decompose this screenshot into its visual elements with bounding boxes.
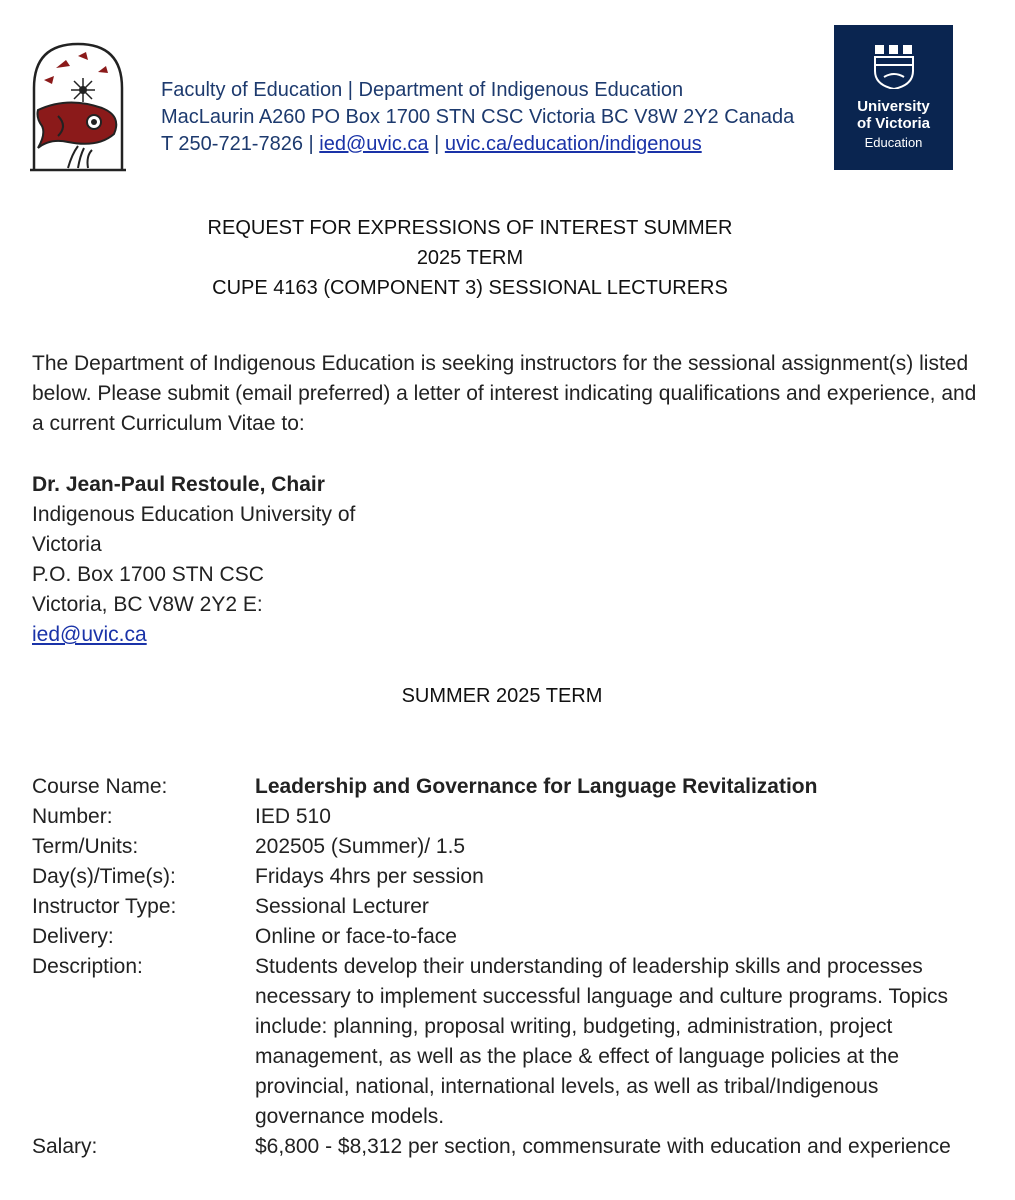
faculty-department-line: Faculty of Education | Department of Indigenous Education xyxy=(161,79,684,101)
separator: | xyxy=(302,133,320,155)
term-units-value: 202505 (Summer)/ 1.5 xyxy=(255,835,466,858)
title-line3: CUPE 4163 (COMPONENT 3) SESSIONAL LECTURERS xyxy=(212,277,728,299)
course-name-row xyxy=(32,772,992,802)
uvic-sub: Education xyxy=(864,135,923,150)
address-line1: Indigenous Education University of xyxy=(32,503,356,526)
delivery-row xyxy=(32,922,992,952)
header-email-link[interactable]: ied@uvic.ca xyxy=(319,133,429,155)
day-time-row xyxy=(32,862,992,892)
salary-row xyxy=(32,1132,992,1162)
uvic-crest-icon xyxy=(872,43,916,89)
address-line4: Victoria, BC V8W 2Y2 E: xyxy=(32,593,263,616)
salary-value: $6,800 - $8,312 per section, commensurate with education and experience xyxy=(255,1135,951,1158)
instructor-type-value: Sessional Lecturer xyxy=(255,895,429,918)
intro-paragraph: The Department of Indigenous Education is seeking instructors for the sessional assignment(s) listed below. Please submit (email preferred) a letter of interest indicating qualifications and experience, and a current Curriculum Vitae to: xyxy=(32,352,977,435)
description-row xyxy=(32,952,992,1132)
instructor-type-row xyxy=(32,892,992,922)
term-heading: SUMMER 2025 TERM xyxy=(401,685,603,707)
description-label: Description: xyxy=(32,955,143,978)
department-emblem-logo xyxy=(28,38,128,172)
course-number-row xyxy=(32,802,992,832)
salary-label: Salary: xyxy=(32,1135,98,1158)
separator: | xyxy=(428,133,445,155)
uvic-name xyxy=(834,98,953,132)
course-name-value: Leadership and Governance for Language Revitalization xyxy=(255,775,818,798)
phone-number: T 250-721-7826 xyxy=(161,133,303,155)
course-number-value: IED 510 xyxy=(255,805,331,828)
uvic-name-line2: of Victoria xyxy=(856,115,931,132)
day-time-value: Fridays 4hrs per session xyxy=(255,865,484,888)
header-website-link[interactable]: uvic.ca/education/indigenous xyxy=(444,133,702,155)
term-units-label: Term/Units: xyxy=(32,835,139,858)
uvic-education-logo xyxy=(834,25,953,170)
course-number-label: Number: xyxy=(32,805,113,828)
chair-name: Dr. Jean-Paul Restoule, Chair xyxy=(32,473,325,496)
course-name-label: Course Name: xyxy=(32,775,168,798)
phone-links-line xyxy=(161,131,794,158)
title-line1: REQUEST FOR EXPRESSIONS OF INTEREST SUMMER xyxy=(207,217,733,239)
day-time-label: Day(s)/Time(s): xyxy=(32,865,176,888)
mailing-address-line: MacLaurin A260 PO Box 1700 STN CSC Victoria BC V8W 2Y2 Canada xyxy=(161,106,795,128)
delivery-value: Online or face-to-face xyxy=(255,925,457,948)
title-line2: 2025 TERM xyxy=(416,247,524,269)
contact-email-link[interactable]: ied@uvic.ca xyxy=(32,623,147,646)
document-title xyxy=(120,213,820,303)
salmon-emblem-icon xyxy=(28,38,128,172)
uvic-name-line1: University xyxy=(857,98,930,115)
contact-address xyxy=(32,470,355,650)
term-units-row xyxy=(32,832,992,862)
description-value: Students develop their understanding of leadership skills and processes necessary to implement successful language and culture programs. Topics include: planning, proposal writing, budgeting, administration, project management, as well as the place & effect of language policies at the provincial, national, international levels, as well as tribal/Indigenous governance models. xyxy=(255,955,948,1128)
address-line3: P.O. Box 1700 STN CSC xyxy=(32,563,264,586)
address-line2: Victoria xyxy=(32,533,102,556)
department-contact-header xyxy=(161,77,794,158)
course-details xyxy=(32,772,992,1162)
delivery-label: Delivery: xyxy=(32,925,114,948)
instructor-type-label: Instructor Type: xyxy=(32,895,177,918)
